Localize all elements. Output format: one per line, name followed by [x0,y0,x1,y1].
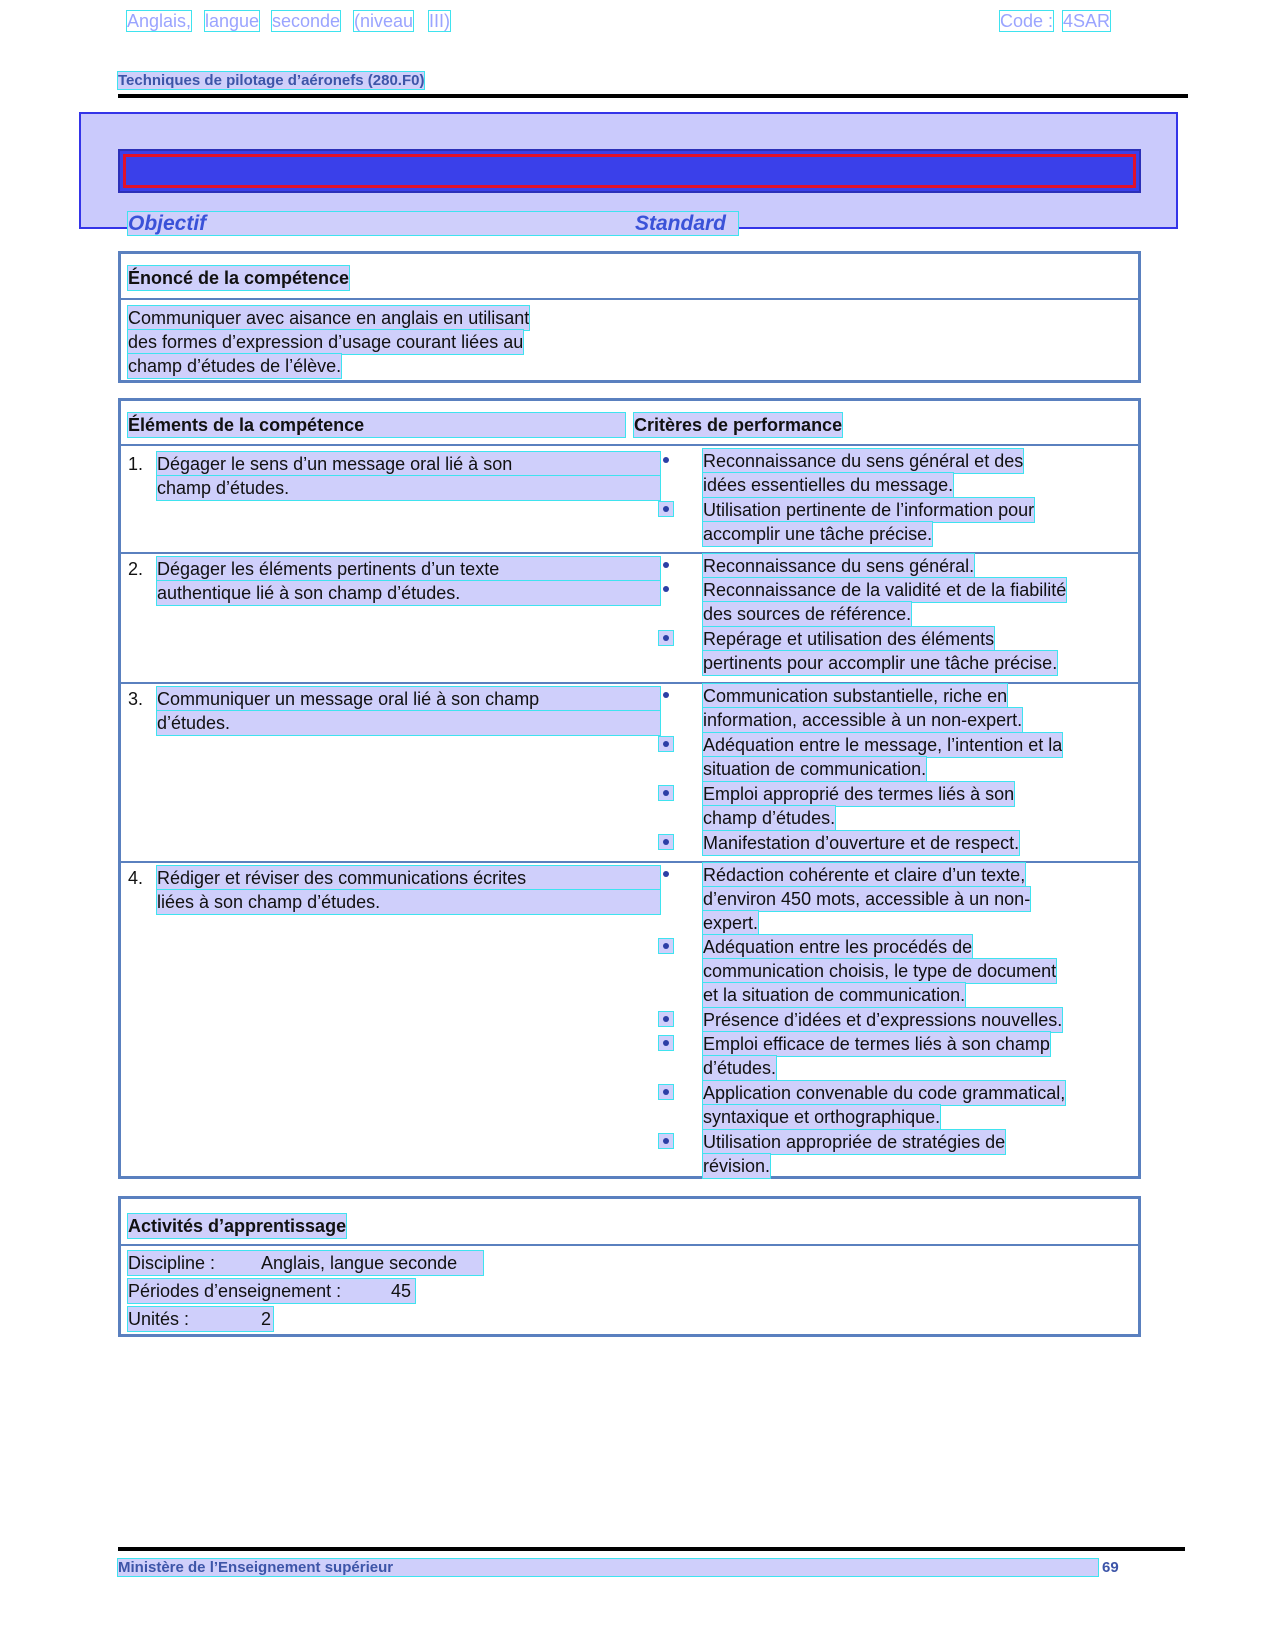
criterion-line: Emploi approprié des termes liés à son [703,784,1015,804]
objectif-text: Objectif [128,212,207,235]
element-line: authentique lié à son champ d’études. [157,581,660,605]
bullet-icon [659,1012,673,1026]
course-title-word: seconde [272,11,341,31]
bullet-icon [659,1134,673,1148]
course-title-bar [118,149,1141,193]
criteria-heading: Critères de performance [634,415,843,435]
criterion-line: accomplir une tâche précise. [703,524,933,544]
criterion-line: Application convenable du code grammatical, [703,1083,1066,1103]
criterion-line: Rédaction cohérente et claire d’un texte, [703,865,1026,885]
bullet-icon [659,867,673,881]
unites-value: 2 [261,1309,272,1329]
enonce-line: Communiquer avec aisance en anglais en utilisant [128,308,530,328]
criterion-line: Reconnaissance de la validité et de la fiabilité [703,580,1067,600]
element-number: 1. [128,454,144,474]
bullet-icon [659,1036,673,1050]
element-number: 2. [128,559,144,579]
criterion-line: expert. [703,913,759,933]
element-line: champ d’études. [157,476,660,500]
criterion-line: communication choisis, le type de document [703,961,1057,981]
criterion-line: pertinents pour accomplir une tâche précise. [703,653,1058,673]
criterion-line: situation de communication. [703,759,927,779]
criterion-line: révision. [703,1156,771,1176]
criterion-line: Manifestation d’ouverture et de respect. [703,833,1020,853]
course-title-word: III) [429,11,450,31]
activites-section [118,1196,1141,1337]
bullet-icon [659,453,673,467]
header-rule [118,94,1188,98]
criterion-line: d’environ 450 mots, accessible à un non- [703,889,1031,909]
course-title-word: langue [205,11,260,31]
bullet-icon [659,939,673,953]
criterion-line: Repérage et utilisation des éléments [703,629,995,649]
elements-heading: Éléments de la compétence [128,413,625,437]
unites-row [128,1307,273,1331]
periodes-label: Périodes d’enseignement : [128,1281,342,1301]
elements-section [118,398,1141,1179]
element-line: Dégager le sens d’un message oral lié à son [157,452,660,476]
discipline-label: Discipline : [128,1253,216,1273]
bullet-icon [659,502,673,516]
criterion-line: et la situation de communication. [703,985,966,1005]
divider [121,444,1138,446]
footer-ministry [118,1559,1098,1576]
enonce-line: champ d’études de l’élève. [128,356,342,376]
element-line: Dégager les éléments pertinents d’un texte [157,557,660,581]
element-line: Communiquer un message oral lié à son champ [157,687,660,711]
enonce-heading: Énoncé de la compétence [128,268,350,288]
bullet-icon [659,1085,673,1099]
periodes-value: 45 [391,1281,412,1301]
divider [121,298,1138,300]
divider [121,1244,1138,1246]
criterion-line: Emploi efficace de termes liés à son champ [703,1034,1050,1054]
course-title-word: Anglais, [127,11,192,31]
bullet-icon [659,835,673,849]
enonce-section [118,251,1141,383]
criterion-line: Communication substantielle, riche en [703,686,1008,706]
criterion-line: Utilisation pertinente de l’information pour [703,500,1035,520]
bullet-icon [659,558,673,572]
element-number: 3. [128,689,144,709]
criterion-line: idées essentielles du message. [703,475,954,495]
element-line: Rédiger et réviser des communications écrites [157,866,660,890]
criterion-line: des sources de référence. [703,604,912,624]
enonce-line: des formes d’expression d’usage courant liées au [128,332,524,352]
criterion-line: Utilisation appropriée de stratégies de [703,1132,1006,1152]
element-line: liées à son champ d’études. [157,890,660,914]
standard-label: Standard [635,212,727,235]
course-code-label: Code : [1000,11,1054,31]
activites-heading: Activités d’apprentissage [128,1216,347,1236]
discipline-value: Anglais, langue seconde [261,1253,458,1273]
page-number: 69 [1102,1559,1119,1576]
element-line: d’études. [157,711,660,735]
discipline-row [128,1251,483,1275]
footer-ministry-text: Ministère de l’Enseignement supérieur [118,1559,394,1576]
course-title-word: (niveau [354,11,414,31]
criterion-line: Adéquation entre le message, l’intention et la [703,735,1063,755]
criterion-line: Adéquation entre les procédés de [703,937,973,957]
divider [121,552,1138,554]
bullet-icon [659,786,673,800]
footer-rule [118,1547,1185,1551]
unites-label: Unités : [128,1309,190,1329]
course-code-value: 4SAR [1063,11,1111,31]
element-number: 4. [128,868,144,888]
criterion-line: syntaxique et orthographique. [703,1107,941,1127]
document-header: Techniques de pilotage d’aéronefs (280.F0) [118,72,425,89]
criterion-line: Reconnaissance du sens général. [703,556,975,576]
bullet-icon [659,582,673,596]
bullet-icon [659,737,673,751]
criterion-line: champ d’études. [703,808,836,828]
course-title-frame [123,154,1136,188]
bullet-icon [659,631,673,645]
periodes-row [128,1279,415,1303]
bullet-icon [659,688,673,702]
criterion-line: information, accessible à un non-expert. [703,710,1023,730]
criterion-line: Reconnaissance du sens général et des [703,451,1024,471]
criterion-line: d’études. [703,1058,777,1078]
criterion-line: Présence d’idées et d’expressions nouvelles. [703,1010,1063,1030]
